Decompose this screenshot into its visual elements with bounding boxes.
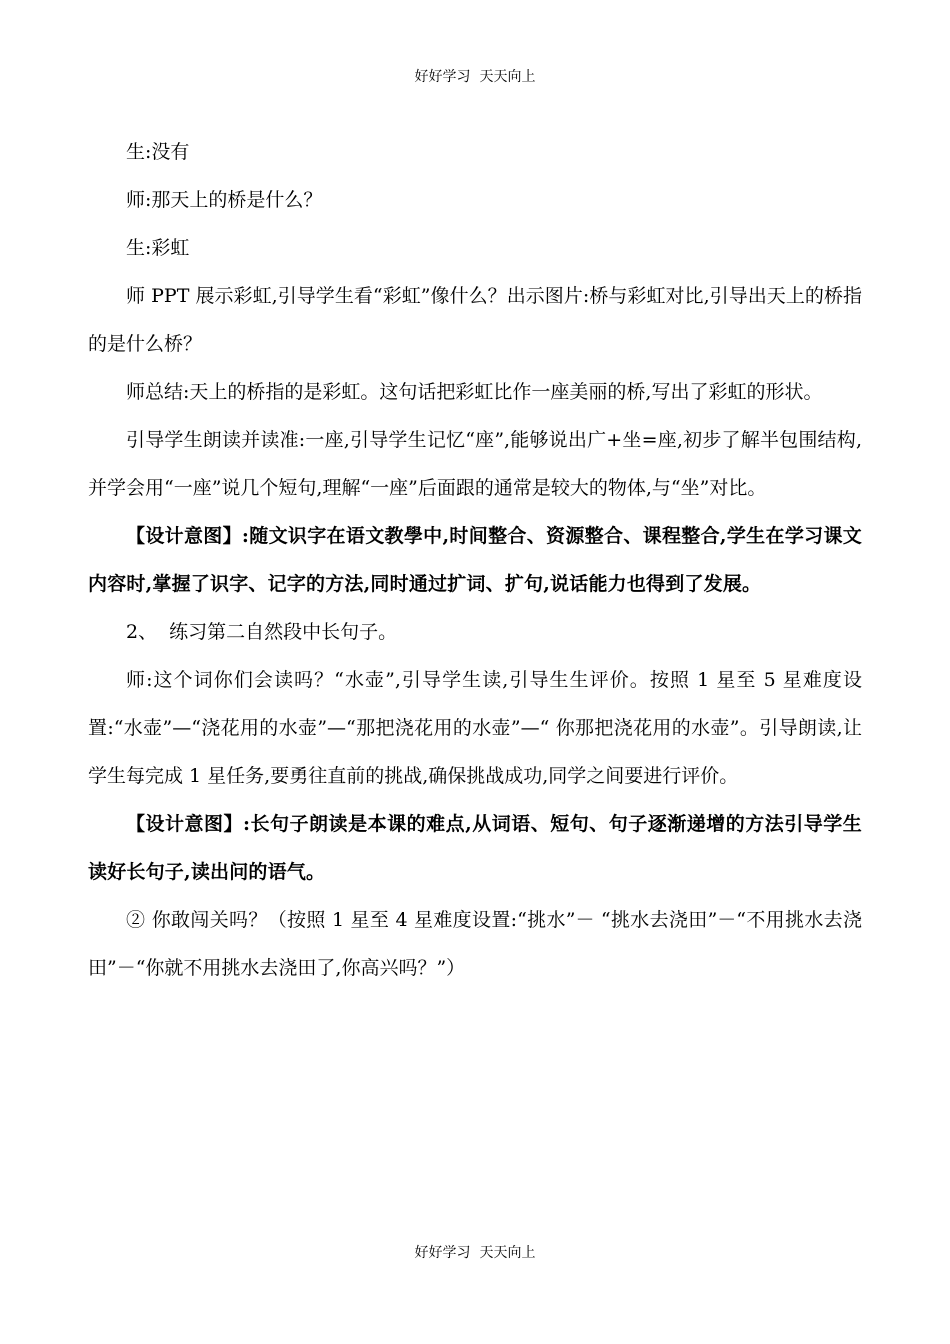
paragraph-kettle-exercise: 师:这个词你们会读吗？“水壶”,引导学生读,引导生生评价。按照 1 星至 5 星难度设置:“水壶”—“浇花用的水壶”—“那把浇花用的水壶”—“ 你那把浇花用的水壶”。引导朗读,让学生每完成 1 星任务,要勇往直前的挑战,确保挑战成功,同学之间要进行评价。 [88, 669, 862, 787]
paragraph-design-intent-2: 【设计意图】:长句子朗读是本课的难点,从词语、短句、句子逐渐递增的方法引导学生读好长句子,读出问的语气。 [88, 813, 862, 883]
paragraph-challenge: ② 你敢闯关吗？（按照 1 星至 4 星难度设置:“挑水”－ “挑水去浇田”－“不用挑水去浇田”－“你就不用挑水去浇田了,你高兴吗？”） [88, 909, 862, 979]
paragraph-teacher-question: 师:那天上的桥是什么？ [126, 189, 323, 211]
document-body [88, 128, 862, 992]
paragraph-practice-long-sentence: 2、 练习第二自然段中长句子。 [126, 621, 398, 643]
paragraph-teacher-summary: 师总结:天上的桥指的是彩虹。这句话把彩虹比作一座美丽的桥,写出了彩虹的形状。 [126, 381, 823, 403]
page-footer: 好好学习 天天向上 [414, 1245, 536, 1261]
paragraph-guide-reading: 引导学生朗读并读准:一座,引导学生记忆“座”,能够说出广+坐=座,初步了解半包围结构,并学会用“一座”说几个短句,理解“一座”后面跟的通常是较大的物体,与“坐”对比。 [88, 429, 862, 499]
paragraph-student-answer-rainbow: 生:彩虹 [126, 237, 190, 259]
page-header: 好好学习 天天向上 [414, 69, 536, 85]
paragraph-design-intent-1: 【设计意图】:随文识字在语文教學中,时间整合、资源整合、课程整合,学生在学习课文内容时,掌握了识字、记字的方法,同时通过扩词、扩句,说话能力也得到了发展。 [88, 525, 862, 595]
paragraph-ppt-rainbow: 师 PPT 展示彩虹,引导学生看“彩虹”像什么？出示图片:桥与彩虹对比,引导出天上的桥指的是什么桥？ [88, 285, 862, 355]
paragraph-student-answer-no: 生:没有 [126, 141, 190, 163]
